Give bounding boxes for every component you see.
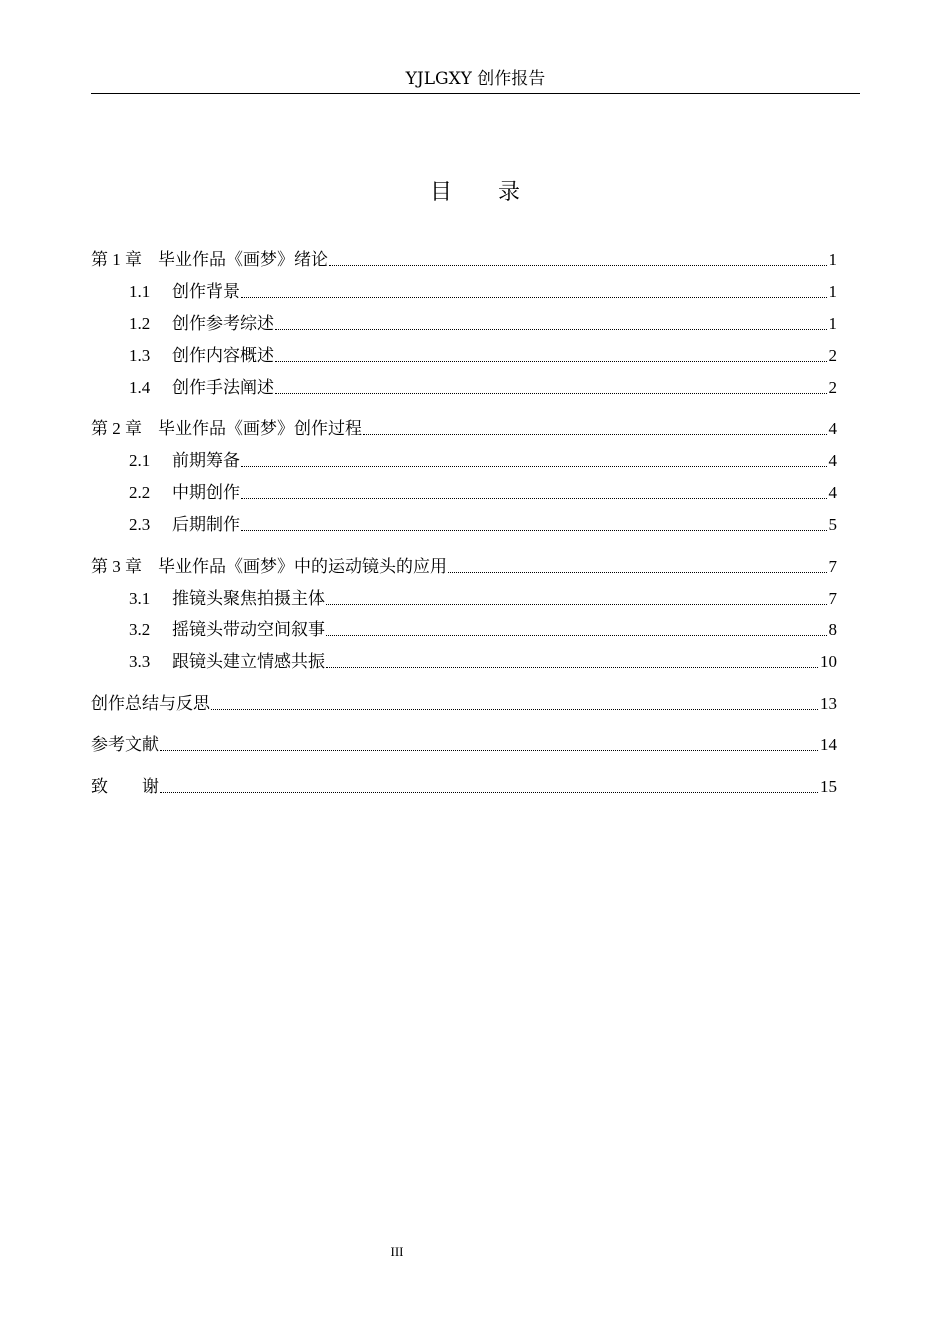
toc-entry-label: 推镜头聚焦拍摄主体	[172, 589, 325, 609]
toc-entry-page: 8	[828, 620, 837, 639]
toc-entry-number: 第 1 章	[91, 250, 142, 269]
toc-entry-number: 1.3	[129, 346, 151, 365]
toc-entry-number: 1.4	[129, 378, 151, 397]
toc-dot-leader	[240, 513, 829, 537]
toc-entry-page: 1	[828, 282, 837, 301]
toc-dot-leader	[274, 344, 829, 368]
page-footer	[0, 1244, 794, 1260]
toc-entry-page: 10	[820, 652, 837, 671]
toc-entry-page: 2	[828, 378, 837, 397]
toc-entry[interactable]	[91, 618, 837, 642]
toc-entry-number: 第 3 章	[91, 557, 142, 576]
toc-entry-page: 4	[828, 483, 837, 502]
toc-entry[interactable]	[91, 248, 837, 272]
toc-entry[interactable]	[91, 650, 837, 674]
page-header	[91, 68, 860, 94]
toc-entry-page: 1	[828, 314, 837, 333]
toc-entry[interactable]	[91, 692, 837, 716]
toc-entry[interactable]	[91, 733, 837, 757]
toc-entry-number: 3.2	[129, 620, 151, 639]
toc-entry-page: 5	[828, 515, 837, 534]
toc-entry[interactable]	[91, 312, 837, 336]
toc-entry-number: 1.2	[129, 314, 151, 333]
toc-entry-number: 2.3	[129, 515, 151, 534]
toc-entry[interactable]	[91, 587, 837, 611]
toc-entry-number: 3.3	[129, 652, 151, 671]
toc-entry-label: 前期筹备	[172, 451, 240, 471]
footer-page-number: III	[390, 1244, 404, 1259]
toc-title-char-1: 目	[429, 180, 452, 205]
toc-entry-number: 1.1	[129, 282, 151, 301]
toc-entry[interactable]	[91, 775, 837, 799]
toc-title-char-2: 录	[498, 180, 521, 205]
toc-entry[interactable]	[91, 555, 837, 579]
toc-entry-label: 创作总结与反思	[91, 694, 210, 714]
toc-dot-leader	[159, 733, 820, 757]
toc-entry[interactable]	[91, 417, 837, 441]
toc-entry-label: 创作内容概述	[172, 346, 274, 366]
toc-entry[interactable]	[91, 481, 837, 505]
toc-entry-page: 7	[828, 589, 837, 608]
toc-entry-page: 15	[820, 777, 837, 796]
toc-entry-label: 跟镜头建立情感共振	[172, 652, 325, 672]
toc-entry-label: 创作手法阐述	[172, 378, 274, 398]
toc-entry-label: 摇镜头带动空间叙事	[172, 620, 325, 640]
toc-dot-leader	[240, 449, 829, 473]
toc-entry-label: 中期创作	[172, 483, 240, 503]
toc-dot-leader	[240, 280, 829, 304]
toc-entry-number: 2.1	[129, 451, 151, 470]
toc-entry-number: 3.1	[129, 589, 151, 608]
toc-dot-leader	[240, 481, 829, 505]
toc-dot-leader	[362, 417, 829, 441]
toc-entry[interactable]	[91, 376, 837, 400]
toc-dot-leader	[328, 248, 829, 272]
toc-entry-label: 创作参考综述	[172, 314, 274, 334]
toc-entry-label: 毕业作品《画梦》绪论	[158, 250, 328, 270]
toc-dot-leader	[159, 775, 820, 799]
toc-entry-page: 4	[828, 419, 837, 438]
toc-entry[interactable]	[91, 513, 837, 537]
toc-entry-number: 2.2	[129, 483, 151, 502]
toc-entry-label: 致 谢	[91, 777, 159, 797]
toc-entry[interactable]	[91, 449, 837, 473]
toc-entry-page: 2	[828, 346, 837, 365]
toc-dot-leader	[447, 555, 829, 579]
toc-entry[interactable]	[91, 280, 837, 304]
toc-entry-page: 1	[828, 250, 837, 269]
toc-dot-leader	[325, 618, 829, 642]
header-text: YJLGXY 创作报告	[405, 69, 546, 89]
toc-entry[interactable]	[91, 344, 837, 368]
toc-entry-page: 7	[828, 557, 837, 576]
toc-entry-label: 后期制作	[172, 515, 240, 535]
toc-entry-label: 毕业作品《画梦》中的运动镜头的应用	[158, 557, 447, 577]
toc-entry-label: 创作背景	[172, 282, 240, 302]
toc-entry-page: 4	[828, 451, 837, 470]
toc-dot-leader	[210, 692, 820, 716]
toc-entry-label: 毕业作品《画梦》创作过程	[158, 419, 362, 439]
toc-entry-page: 14	[820, 735, 837, 754]
toc-dot-leader	[325, 650, 820, 674]
toc-entry-page: 13	[820, 694, 837, 713]
toc-title	[0, 178, 950, 208]
toc-entry-number: 第 2 章	[91, 419, 142, 438]
toc-entry-label: 参考文献	[91, 735, 159, 755]
toc-dot-leader	[274, 312, 829, 336]
toc-dot-leader	[325, 587, 829, 611]
toc-dot-leader	[274, 376, 829, 400]
